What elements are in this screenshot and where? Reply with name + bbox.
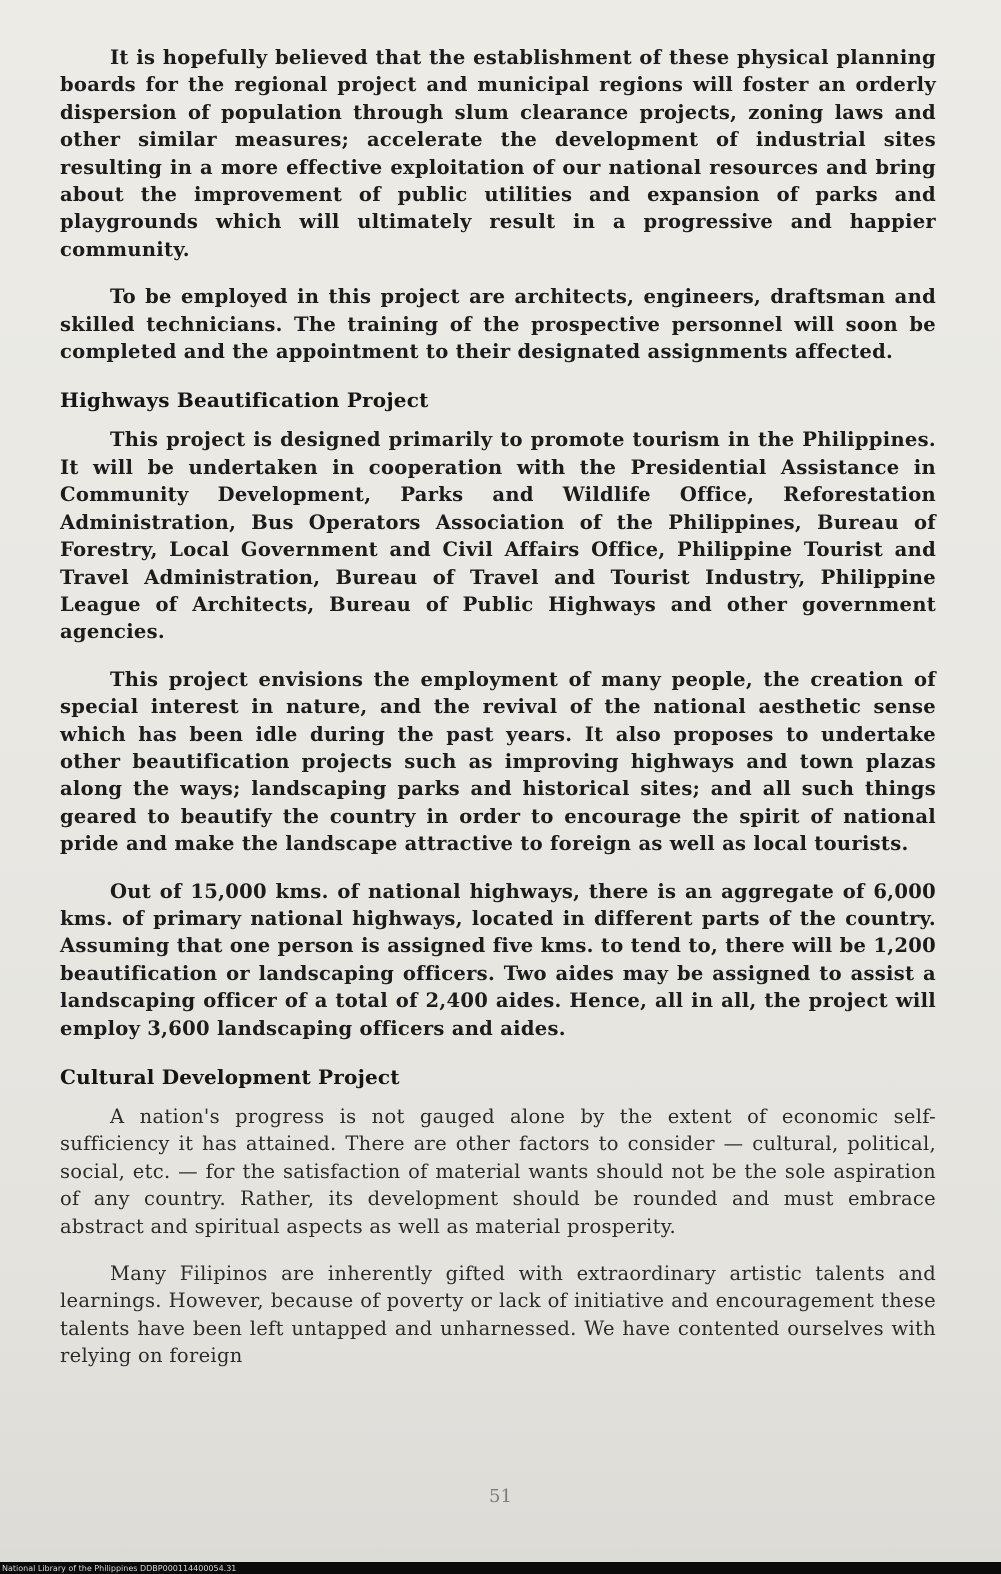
page-number: 51 [489,1486,512,1507]
paragraph-envisions-employment: This project envisions the employment of many people, the creation of special interest in nature, and the revival of the national aesthetic sense which has been idle during the past years. It also proposes to undertake other beautification projects such as improving highways and town plazas along the ways; landscaping parks and historical sites; and all such things geared to beautify the country in order to encourage the spirit of national pride and make the landscape attractive to foreign as well as local tourists. [60,667,936,856]
heading-highways-beautification: Highways Beautification Project [60,388,429,413]
footer-bar [0,1562,1001,1574]
paragraph-employment-personnel: To be employed in this project are architects, engineers, draftsman and skilled technicians. The training of the prospective personnel will soon be completed and the appointment to their designated assignments affected. [60,285,936,364]
heading-cultural-development: Cultural Development Project [60,1065,400,1089]
paragraph-filipino-talents: Many Filipinos are inherently gifted with extraordinary artistic talents and learnings. However, because of poverty or lack of initiative and encouragement these talents have been left untapped and unharnessed. We have contented ourselves with relying on foreign [60,1262,936,1368]
paragraph-tourism-project: This project is designed primarily to promote tourism in the Philippines. It will be undertaken in cooperation with the Presidential Assistance in Community Development, Parks and Wildlife Office, Reforestation Administration, Bus Operators Association of the Philippines, Bureau of Forestry, Local Government and Civil Affairs Office, Philippine Tourist and Travel Administration, Bureau of Travel and Tourist Industry, Philippine League of Architects, Bureau of Public Highways and other government agencies. [60,428,936,644]
page-content [60,44,936,1370]
paragraph-planning-boards: It is hopefully believed that the establishment of these physical planning boards for the regional project and municipal regions will foster an orderly dispersion of population through slum clearance projects, zoning laws and other similar measures; accelerate the development of industrial sites resulting in a more effective exploitation of our national resources and bring about the improvement of public utilities and expansion of parks and playgrounds which will ultimately result in a progressive and happier community. [60,46,936,261]
paragraph-national-highways: Out of 15,000 kms. of national highways, there is an aggregate of 6,000 kms. of primary national highways, located in different parts of the country. Assuming that one person is assigned five kms. to tend to, there will be 1,200 beautification or landscaping officers. Two aides may be assigned to assist a landscaping officer of a total of 2,400 aides. Hence, all in all, the project will employ 3,600 landscaping officers and aides. [60,879,936,1040]
paragraph-nation-progress: A nation's progress is not gauged alone by the extent of economic self-sufficiency it has attained. There are other factors to consider — cultural, political, social, etc. — for the satisfaction of material wants should not be the sole aspiration of any country. Rather, its development should be rounded and must embrace abstract and spiritual aspects as well as material prosperity. [60,1105,936,1238]
footer-attribution: National Library of the Philippines DDBP000114400054.31 [2,1564,237,1573]
